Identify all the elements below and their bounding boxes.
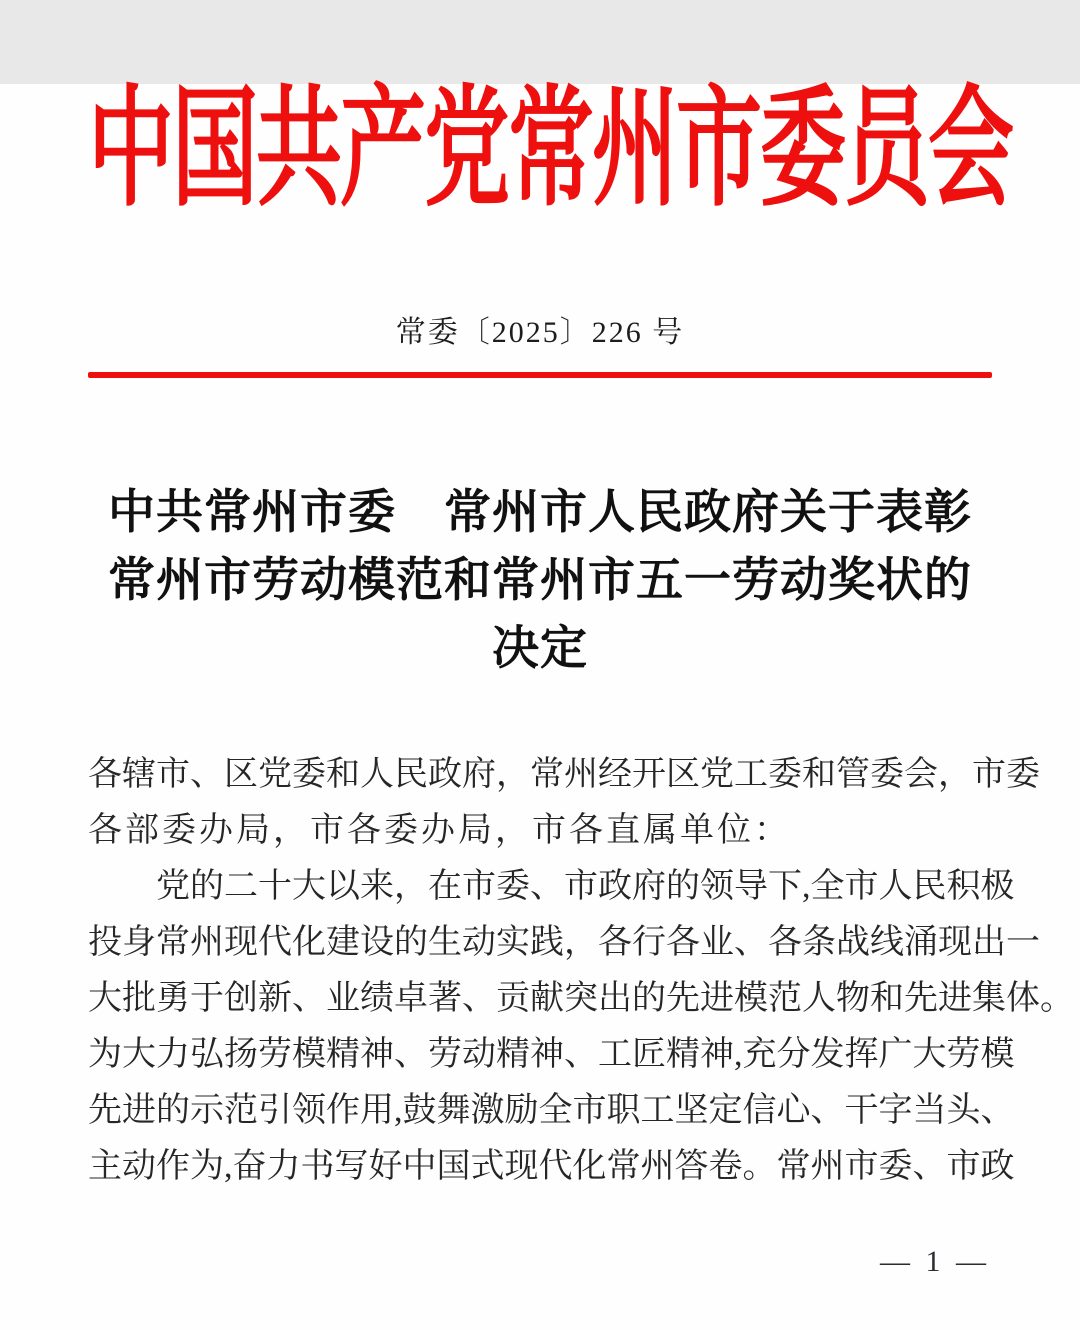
body-line: 党的二十大以来，在市委、市政府的领导下,全市人民积极: [156, 868, 1015, 905]
body-line: 投身常州现代化建设的生动实践，各行各业、各条战线涌现出一: [88, 924, 1040, 961]
red-letterhead-org-name: 中国共产党常州市委员会: [88, 76, 1012, 223]
body-line: 大批勇于创新、业绩卓著、贡献突出的先进模范人物和先进集体。: [88, 980, 1074, 1017]
body-line: 各辖市、区党委和人民政府，常州经开区党工委和管委会，市委: [88, 756, 1040, 793]
letterhead-divider-line: [88, 372, 992, 378]
page-number: — 1 —: [880, 1245, 990, 1278]
document-title: [88, 479, 992, 683]
document-title-line-2: 常州市劳动模范和常州市五一劳动奖状的决定: [108, 555, 972, 675]
body-line: 先进的示范引领作用,鼓舞激励全市职工坚定信心、干字当头、: [88, 1092, 1015, 1129]
official-document-page: [0, 76, 1080, 1330]
document-body: [88, 747, 1074, 1195]
document-title-line-1: 中共常州市委 常州市人民政府关于表彰: [108, 487, 972, 539]
body-line: 各部委办局，市各委办局，市各直属单位：: [88, 812, 791, 849]
body-line: 主动作为,奋力书写好中国式现代化常州答卷。常州市委、市政: [88, 1148, 1015, 1185]
body-line: 为大力弘扬劳模精神、劳动精神、工匠精神,充分发挥广大劳模: [88, 1036, 1015, 1073]
document-reference-number: 常委〔2025〕226 号: [395, 316, 685, 349]
